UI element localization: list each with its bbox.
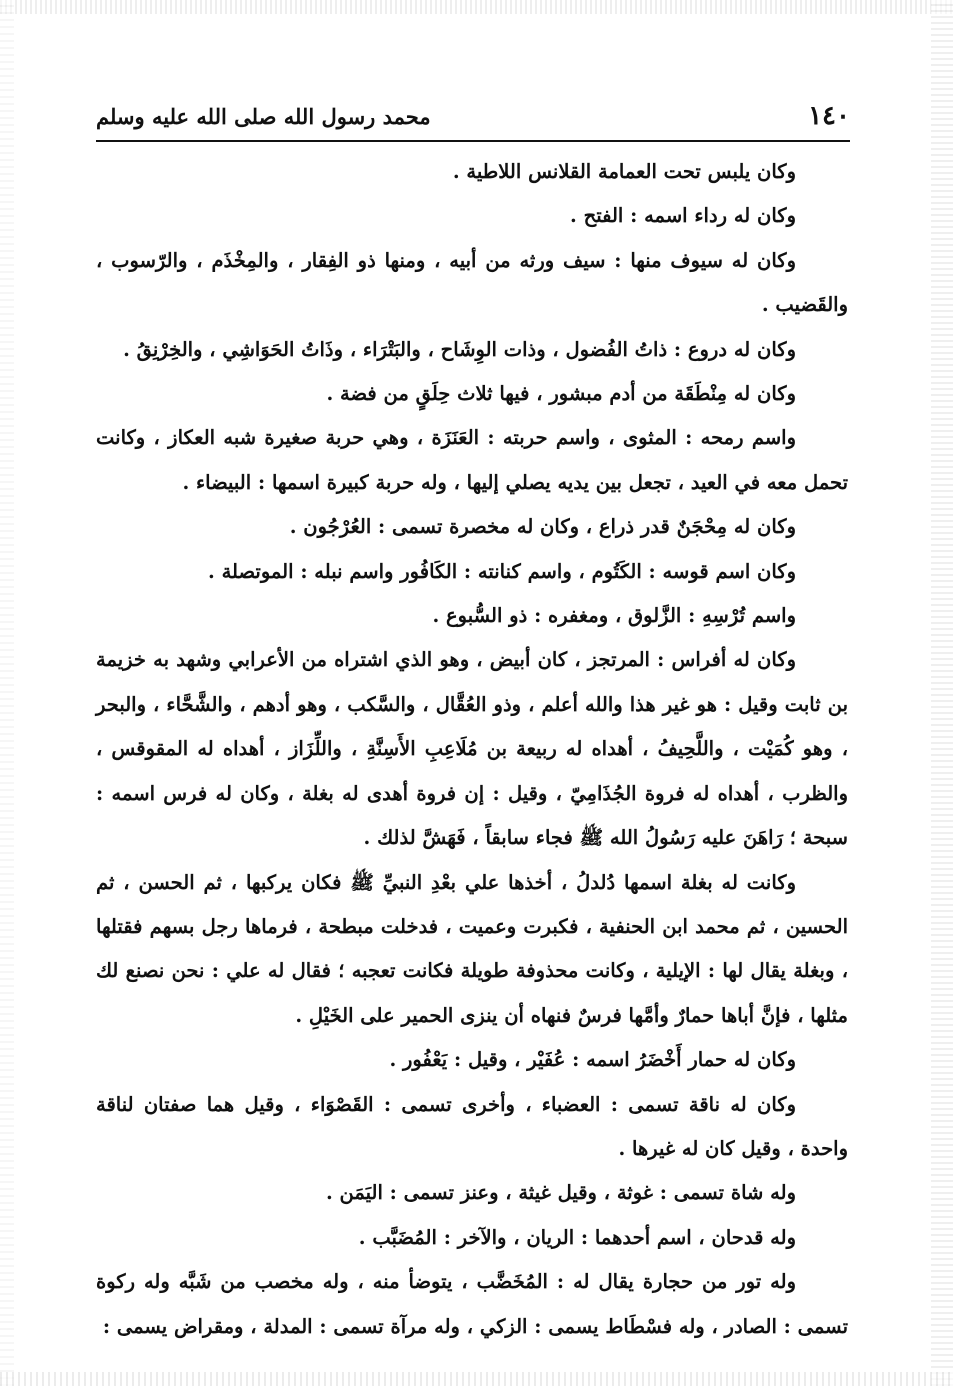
scan-edge-right bbox=[931, 0, 953, 1386]
paragraph: وله قدحان ، اسم أحدهما : الريان ، والآخر : المُضَبَّب . bbox=[358, 1225, 796, 1249]
page-number: ١٤٠ bbox=[808, 101, 850, 131]
paragraph: وكان له سيوف منها : سيف ورثه من أبيه ، ومنها ذو الفِقار ، والمِخْذَم ، والرّسوب ، والقَضيب . bbox=[96, 248, 848, 317]
page-header bbox=[96, 92, 850, 140]
paragraph: وكان له مِحْجَنٌ قدر ذراع ، وكان له مخصرة تسمى : العُرْجُون . bbox=[289, 515, 796, 539]
paragraph: واسم رمحه : المثوى ، واسم حربته : العَنَزَة ، وهي حربة صغيرة شبه العكاز ، وكانت تحمل معه في العيد ، تجعل بين يديه يصلي إليها ، وله حربة كبيرة اسمها : البيضاء . bbox=[96, 426, 848, 494]
running-title: محمد رسول الله صلى الله عليه وسلم bbox=[96, 103, 431, 129]
paragraph: وكان له ناقة تسمى : العضباء ، وأخرى تسمى : القَصْوَاء ، وقيل هما صفتان لناقة واحدة ، وقيل كان له غيرها . bbox=[96, 1092, 848, 1160]
paragraph: وكان له رداء اسمه : الفتح . bbox=[570, 204, 796, 228]
scan-edge-top bbox=[0, 0, 953, 14]
paragraph: وله تور من حجارة يقال له : المُخَضَّب ، يتوضأ منه ، وله مخصب من شَبَّه وله ركوة تسمى : الصادر ، وله فسْطَاط يسمى : الزكي ، وله مرآة تسمى : المدلة ، ومقراض يسمى : bbox=[96, 1270, 848, 1338]
paragraph: وكان له أفراس : المرتجز ، كان أبيض ، وهو الذي اشتراه من الأعرابي وشهد به خزيمة بن ثابت وقيل : هو غير هذا والله أعلم ، وذو العُقَّال ، والسَّكب ، وهو أدهم ، والشَّحَّاء ، والبحر ، وهو كُمَيْت ، واللَّحِيفُ ، أهداه له ربيعة بن مُلَاعِبِ الأَسِنَّةِ ، واللِّزَاز ، أهداه له المقوقس ، والظرب ، أهداه له فروة الجُذَامِيّ ، وقيل : إن فروة أهدى له بغلة ، وكان له فرس اسمه : سبحة ؛ رَاهَنَ عليه رَسُولُ الله ﷺ فجاء سابقاً ، فَهَشَّ لذلك . bbox=[96, 648, 848, 850]
header-rule bbox=[96, 140, 850, 142]
body-text bbox=[96, 150, 848, 1349]
paragraph: وله شاة تسمى : غوثة ، وقيل غيثة ، وعنز تسمى : اليَمَن . bbox=[325, 1181, 796, 1205]
paragraph: وكان له دروع : ذاتُ الفُضول ، وذات الوِشَاح ، والبَتْرَاء ، وذَاتُ الحَوَاشِي ، والخِرْنِقُ . bbox=[123, 337, 796, 361]
scan-edge-left bbox=[0, 0, 14, 1386]
scan-edge-bottom bbox=[0, 1372, 953, 1386]
paragraph: وكانت له بغلة اسمها دُلدلُ ، أخذها علي بعْدِ النبيِّ ﷺ فكان يركبها ، ثم الحسن ، ثم الحسين ، ثم محمد ابن الحنفية ، فكبرت وعميت ، فدخلت مبطحة ، فرماها رجل بسهم فقتلها ، وبغلة يقال لها : الإيلية ، وكانت محذوفة طويلة فكانت تعجبه ؛ فقال له علي : نحن نصنع لك مثلها ، فإنَّ أباها حمارٌ وأمَّها فرسٌ فنهاه أن ينزى الحمير على الخَيْلِ . bbox=[96, 870, 848, 1027]
paragraph: وكان له حمار أَخْضَرُ اسمه : عُفَيْر ، وقيل : يَعْفُور . bbox=[389, 1048, 796, 1072]
paragraph: وكان اسم قوسه : الكَتُوم ، واسم كنانته : الكَافُور واسم نبله : الموتصلة . bbox=[208, 559, 796, 583]
paragraph: واسم تُرْسِهِ : الزَّلوق ، ومغفره : ذو السُّبوع . bbox=[432, 604, 796, 628]
paragraph: وكان له مِنْطَقَة من أدم مبشور ، فيها ثلاث حِلَقٍ من فضة . bbox=[326, 382, 796, 406]
paragraph: وكان يلبس تحت العمامة القلانس اللاطية . bbox=[452, 160, 796, 183]
